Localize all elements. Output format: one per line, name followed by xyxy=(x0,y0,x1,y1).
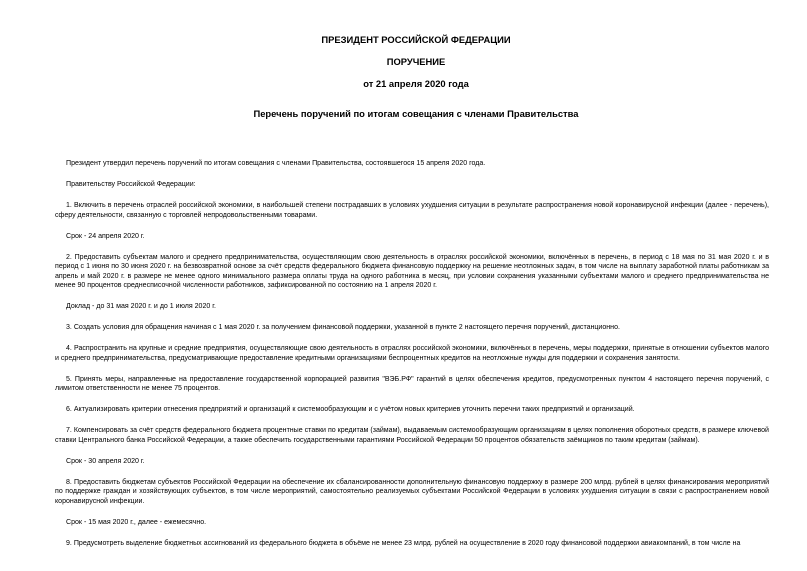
item-1-deadline: Срок - 24 апреля 2020 г. xyxy=(66,232,145,240)
intro-paragraph: Президент утвердил перечень поручений по итогам совещания с членами Правительства, состоявшегося 15 апреля 2020 года. xyxy=(66,160,486,167)
item-8: 8. Предоставить бюджетам субъектов Российской Федерации на обеспечение их сбалансированности дополнительную финансовую поддержку в размере 200 млрд. рублей в целях финансирования мероприятий по поддержке граждан и хозяйствующих субъектов, в том числе мероприятий, самостоятельно реализуемых субъектами Российской Федерации в условиях ухудшения ситуации в связи с распространением новой коронавирусной инфекции. xyxy=(55,478,769,505)
item-3: 3. Создать условия для обращения начиная с 1 мая 2020 г. за получением финансовой поддержки, указанной в пункте 2 настоящего перечня поручений, дистанционно. xyxy=(66,324,620,331)
item-4: 4. Распространить на крупные и средние предприятия, осуществляющие свою деятельность в отраслях российской экономики, включённых в перечень, меры поддержки, принятые в отношении субъектов малого и среднего предпринимательства, предусматривающие предоставление кредитными организациями беспроцентных кредитов на неотложные нужды для поддержки и сохранения занятости. xyxy=(55,345,769,362)
item-9: 9. Предусмотреть выделение бюджетных ассигнований из федерального бюджета в объёме не менее 23 млрд. рублей на осуществление в 2020 году финансовой поддержки авиакомпаний, в том числе на xyxy=(66,539,741,547)
item-2: 2. Предоставить субъектам малого и среднего предпринимательства, осуществляющим свою деятельность в отраслях российской экономики, включённых в перечень, в период с 18 мая по 31 мая 2020 г. и в период с 1 июня по 30 июня 2020 г. на безвозвратной основе за счёт средств федерального бюджета финансовую поддержку на решение неотложных задач, в том числе на выплату заработной платы работникам за апрель и май 2020 г. в размере не менее одного минимального размера оплаты труда на одного работника в месяц, при условии сохранения указанными субъектами малого и среднего предпринимательства не менее 90 процентов среднесписочной численности работников, зафиксированной по состоянию на 1 апреля 2020 г. xyxy=(55,253,769,289)
item-1: 1. Включить в перечень отраслей российской экономики, в наибольшей степени пострадавших в условиях ухудшения ситуации в результате распространения новой коронавирусной инфекции (далее - перечень), сферу деятельности, связанную с торговлей непродовольственными товарами. xyxy=(55,202,769,219)
addressee: Правительству Российской Федерации: xyxy=(66,181,196,188)
document-date: от 21 апреля 2020 года xyxy=(363,78,469,89)
document-title: Перечень поручений по итогам совещания с членами Правительства xyxy=(253,108,579,119)
item-5: 5. Принять меры, направленные на предоставление государственной корпорацией развития "ВЭБ.РФ" гарантий в целях обеспечения кредитов, предусмотренных пунктом 4 настоящего перечня поручений, с лимитом ответственности не менее 75 процентов. xyxy=(55,375,769,392)
document-type: ПОРУЧЕНИЕ xyxy=(386,56,446,67)
item-7-deadline: Срок - 30 апреля 2020 г. xyxy=(66,457,145,465)
item-8-deadline: Срок - 15 мая 2020 г., далее - ежемесячно. xyxy=(66,518,207,526)
item-6: 6. Актуализировать критерии отнесения предприятий и организаций к системообразующим и с учётом новых критериев уточнить перечни таких предприятий и организаций. xyxy=(66,406,635,413)
item-7: 7. Компенсировать за счёт средств федерального бюджета процентные ставки по кредитам (займам), выдаваемым системообразующим организациям в целях пополнения оборотных средств, в размере ключевой ставки Центрального банка Российской Федерации, а также обеспечить государственными гарантиями Российской Федерации 50 процентов обязательств заёмщиков по таким кредитам (займам). xyxy=(55,427,769,444)
document-issuer: ПРЕЗИДЕНТ РОССИЙСКОЙ ФЕДЕРАЦИИ xyxy=(321,34,511,45)
item-2-deadline: Доклад - до 31 мая 2020 г. и до 1 июля 2020 г. xyxy=(66,303,216,310)
